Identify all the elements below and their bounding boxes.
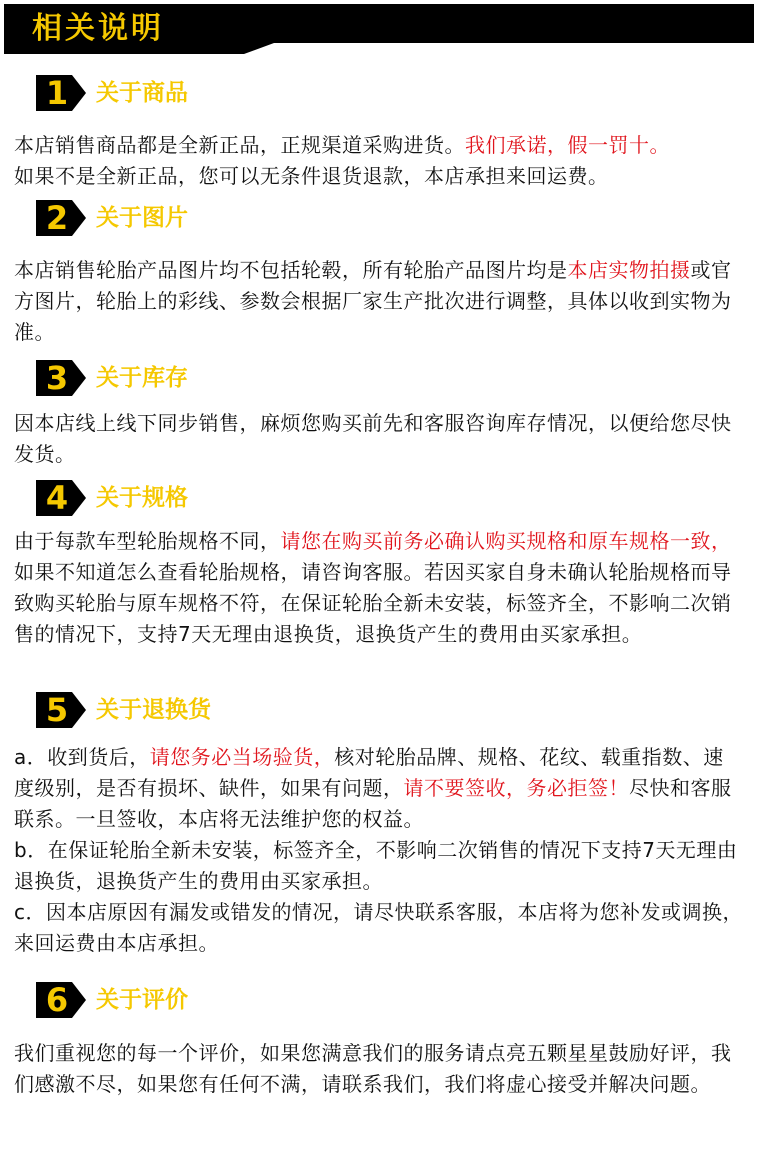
highlight-text: 请您务必当场验货， [149, 745, 335, 769]
badge-number: 3 [45, 359, 69, 397]
body-text: 由于每款车型轮胎规格不同， [14, 529, 281, 553]
body-text: c．因本店原因有漏发或错发的情况，请尽快联系客服，本店将为您补发或调换，来回运费由本店承担。 [14, 900, 743, 955]
section-title: 关于评价 [96, 987, 188, 1013]
badge-number: 4 [45, 479, 69, 517]
body-text: a．收到货后， [14, 745, 150, 769]
section-title: 关于图片 [96, 205, 188, 231]
body-text: 因本店线上线下同步销售，麻烦您购买前先和客服咨询库存情况，以便给您尽快发货。 [14, 411, 732, 466]
section-body [14, 130, 744, 192]
section-body [14, 255, 744, 348]
body-text: 如果不是全新正品，您可以无条件退货退款，本店承担来回运费。 [14, 164, 609, 188]
section-body [14, 408, 744, 470]
body-text: 我们重视您的每一个评价，如果您满意我们的服务请点亮五颗星星鼓励好评，我们感激不尽，如果您有任何不满，请联系我们，我们将虚心接受并解决问题。 [14, 1041, 732, 1096]
highlight-text: 请不要签收，务必拒签！ [403, 776, 629, 800]
body-text: b．在保证轮胎全新未安装，标签齐全，不影响二次销售的情况下支持7天无理由退换货，退换货产生的费用由买家承担。 [14, 838, 738, 893]
badge-number: 5 [45, 691, 69, 729]
section-body [14, 742, 744, 959]
section-body [14, 526, 744, 650]
badge-number: 2 [45, 199, 69, 237]
body-text: 核对轮胎品牌、规格、花纹、载重指数、速度级别，是否有损坏、缺件，如果有问题， [14, 745, 724, 800]
page-title: 相关说明 [32, 11, 164, 46]
body-text: 如果不知道怎么查看轮胎规格，请咨询客服。若因买家自身未确认轮胎规格而导致购买轮胎与原车规格不符，在保证轮胎全新未安装，标签齐全，不影响二次销售的情况下，支持7天无理由退换货，退换货产生的费用由买家承担。 [14, 560, 732, 646]
body-text: 或官方图片，轮胎上的彩线、参数会根据厂家生产批次进行调整，具体以收到实物为准。 [14, 258, 732, 344]
section-title: 关于退换货 [96, 697, 211, 723]
section-body [14, 1038, 744, 1100]
badge-number: 6 [45, 981, 69, 1019]
body-text: 本店销售轮胎产品图片均不包括轮毂，所有轮胎产品图片均是 [14, 258, 568, 282]
body-text: 尽快和客服联系。一旦签收，本店将无法维护您的权益。 [14, 776, 732, 831]
body-text: 本店销售商品都是全新正品，正规渠道采购进货。 [14, 133, 465, 157]
section-title: 关于规格 [96, 485, 188, 511]
highlight-text: 本店实物拍摄 [567, 258, 691, 282]
section-title: 关于库存 [96, 365, 188, 391]
header-banner [4, 4, 754, 54]
highlight-text: 请您在购买前务必确认购买规格和原车规格一致， [280, 529, 732, 553]
section-title: 关于商品 [96, 80, 188, 106]
highlight-text: 我们承诺，假一罚十。 [465, 133, 670, 157]
badge-number: 1 [45, 74, 69, 112]
